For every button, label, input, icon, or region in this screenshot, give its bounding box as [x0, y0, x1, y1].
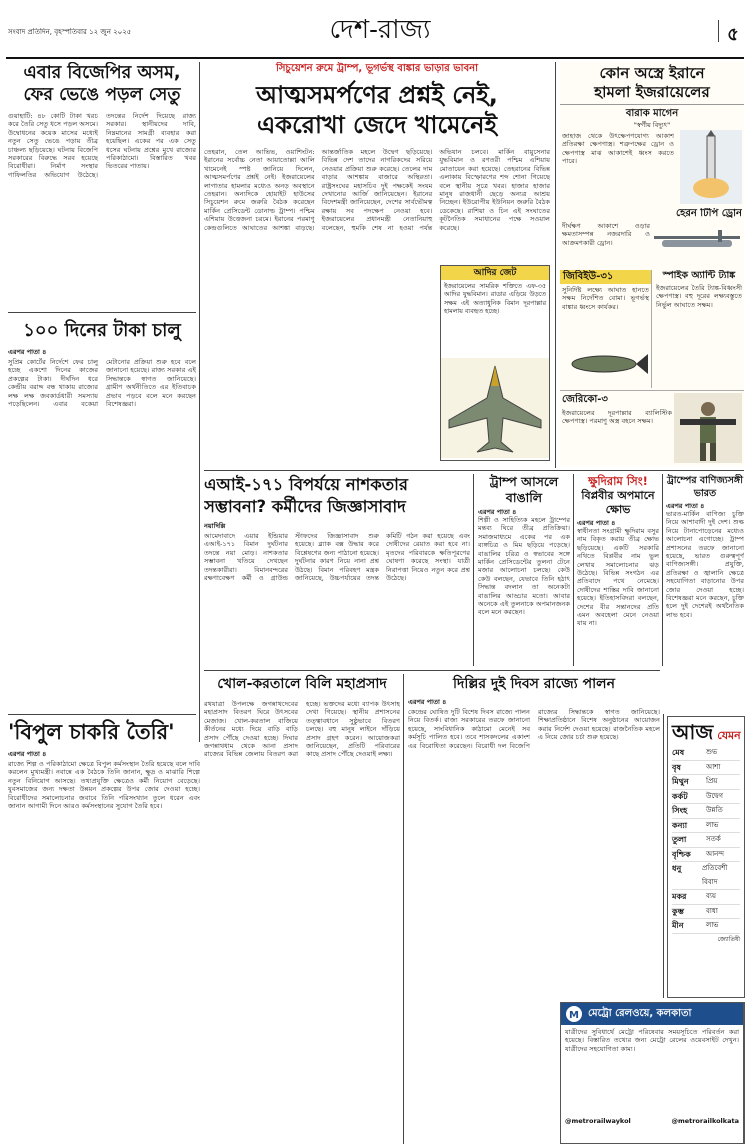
trump-headline-1: ট্রাম্প আসলে	[489, 474, 559, 489]
assam-headline-1: এবার বিজেপির অসম,	[23, 63, 181, 83]
rashifal-text: উন্নতি	[706, 806, 723, 814]
barak-block	[560, 108, 744, 206]
assam-story	[8, 62, 196, 310]
bomb-icon	[562, 344, 650, 384]
spike-block	[654, 270, 744, 388]
delhi-body: কেন্দ্রের ঘোষিত দুটি বিশেষ দিবস রাজ্যে পালন নিয়ে বিতর্ক। রাজ্য সরকারের তরফে জানানো হয়েছে, সাংবিধানিক কাঠামো মেনেই সব কর্মসূচি পালিত হবে। তবে শাসকদলের একাংশ এর বিরোধিতা করেছেন। বিরোধী দল বিজেপি রাজ্যের সিদ্ধান্তকে স্বাগত জানিয়েছে। শিক্ষাপ্রতিষ্ঠানে বিশেষ অনুষ্ঠানের আয়োজন করার নির্দেশ দেওয়া হয়েছে। রাজনৈতিক মহলে এ নিয়ে জোর চর্চা শুরু হয়েছে।	[408, 708, 660, 750]
missile-launch-icon	[680, 130, 742, 204]
col-divider-khol	[403, 674, 404, 1144]
weapons-headline-2: হামলা ইজরায়েলের	[594, 83, 710, 101]
delhi-byline: এরপর পাতা ৪	[408, 698, 447, 706]
rashifal-row	[672, 848, 740, 863]
col-divider-ai	[473, 474, 474, 666]
ai171-headline-1: এআই-১৭১ বিপর্যয়ে নাশকতার	[204, 475, 408, 494]
left-divider-2	[8, 714, 196, 715]
ai171-byline: নয়াদিল্লি	[204, 522, 226, 530]
paper-date: সংবাদ প্রতিদিন, বৃহস্পতিবার ১২ জুন ২০২৫	[8, 28, 132, 36]
col-divider-khudiram	[662, 474, 663, 666]
center-divider-2	[204, 670, 660, 671]
khudiram-body: স্বাধীনতা সংগ্রামী ক্ষুদিরাম বসুর নাম বিকৃত করায় তীব্র ক্ষোভ ছড়িয়েছে। একটি সরকারি নথিতে বিপ্লবীর নাম ভুল লেখায় সমালোচনার ঝড় উঠেছে। বিভিন্ন সংগঠন এর প্রতিবাদে পথে নেমেছে। দোষীদের শাস্তির দাবি জানানো হয়েছে। ইতিহাসবিদরা বলছেন, দেশের বীর সন্তানদের প্রতি এমন অবহেলা মেনে নেওয়া যায় না।	[577, 527, 659, 628]
ai171-headline-2: সম্ভাবনা? কর্মীদের জিজ্ঞাসাবাদ	[204, 497, 406, 516]
col-divider-left	[199, 62, 200, 742]
iran-body: তেহরান, তেল আভিভ, ওয়াশিংটন: ইরানের সর্বোচ্চ নেতা আয়াতোল্লা আলি খামেনেই স্পষ্ট জানিয়ে দিলেন, আত্মসমর্পণের প্রশ্নই নেই। ইজরায়েলের লাগাতার হামলার মধ্যেও অনড় অবস্থানে তেহরান। অন্যদিকে হোয়াইট হাউসের সিচুয়েশন রুমে জরুরি বৈঠক করেছেন মার্কিন প্রেসিডেন্ট ডোনাল্ড ট্রাম্প। পশ্চিম এশিয়ায় উত্তেজনা চরমে। ইরানের পরমাণু কেন্দ্রগুলিতে আঘাতের আশঙ্কা বাড়ছে। আন্তর্জাতিক মহলে উদ্বেগ ছড়িয়েছে। বিভিন্ন দেশ তাদের নাগরিকদের সরিয়ে নেওয়ার প্রক্রিয়া শুরু করেছে। তেলের দাম বাড়ার আশঙ্কায় বাজারে অস্থিরতা। রাষ্ট্রসংঘের মহাসচিব দুই পক্ষকেই সংযম দেখানোর আর্জি জানিয়েছেন। ইরানের বিদেশমন্ত্রী জানিয়েছেন, দেশের সার্বভৌমত্ব রক্ষায় সব পদক্ষেপ নেওয়া হবে। ইজরায়েলের প্রধানমন্ত্রী নেতানিয়াহু বলেছেন, হুমকি শেষ না হওয়া পর্যন্ত অভিযান চলবে। মার্কিন বায়ুসেনার যুদ্ধবিমান ও রণতরী পশ্চিম এশিয়ায় মোতায়েন করা হয়েছে। তেহরানের বিভিন্ন এলাকায় বিস্ফোরণের শব্দ শোনা গিয়েছে বলে স্থানীয় সূত্রে খবর। হাজার হাজার মানুষ রাজধানী ছেড়ে অন্যত্র আশ্রয় নিচ্ছেন। ইউরোপীয় ইউনিয়ন জরুরি বৈঠক ডেকেছে। রাশিয়া ও চিন এই সংঘাতের কূটনৈতিক সমাধানের পক্ষে সওয়াল করেছে।	[204, 148, 550, 232]
rashifal-credit: জ্যোতিষী	[717, 935, 740, 943]
rashifal-sign: তুলা	[672, 835, 687, 844]
rashifal-text: আশা	[706, 762, 721, 771]
rashifal-sign: কুম্ভ	[672, 906, 684, 916]
trump-trade-story	[666, 474, 744, 710]
barak-subtitle: "স্বর্গীয় বিদ্যুৎ"	[633, 121, 671, 129]
rashifal-row	[672, 790, 740, 805]
khudiram-story	[577, 474, 659, 666]
rashifal-row	[672, 746, 740, 761]
delhi-headline: দিল্লির দুই দিবস রাজ্যে পালন	[453, 676, 615, 692]
gbu-title: জিবিইউ-৩১	[560, 270, 651, 284]
rashifal-text: লাভ	[706, 921, 719, 929]
jobs-body: রাজ্যে শিল্প ও পরিকাঠামো ক্ষেত্রে বিপুল কর্মসংস্থান তৈরি হয়েছে বলে দাবি করলেন মুখ্যমন্ত্রী। নবান্নে এক বৈঠকে তিনি জানান, ক্ষুদ্র ও মাঝারি শিল্পে নতুন বিনিয়োগ আসছে। তথ্যপ্রযুক্তি ক্ষেত্রেও কর্মী নিয়োগ বেড়েছে। যুবসমাজের জন্য দক্ষতা উন্নয়ন প্রকল্পের উপর জোর দেওয়া হচ্ছে। বিরোধীদের সমালোচনার জবাবে তিনি পরিসংখ্যান তুলে ধরেন এবং জানান আগামী দিনে আরও কর্মসংস্থানের সুযোগ তৈরি হবে।	[8, 760, 200, 811]
spike-title: স্পাইক অ্যান্টি ট্যাঙ্ক	[662, 270, 736, 281]
masthead-rule	[6, 57, 744, 59]
svg-text:M: M	[569, 1010, 579, 1021]
page-number-divider	[718, 20, 719, 42]
rashifal-row	[672, 761, 740, 776]
adir-jet-body: ইজরায়েলের সামরিক শক্তিতে এফ-৩৫ আদির যুদ্ধবিমান। রাডার এড়িয়ে উড়তে সক্ষম এই অত্যাধুনিক বিমান দূরপাল্লার হামলায় ব্যবহৃত হচ্ছে।	[444, 283, 546, 316]
adir-jet-tag: আদির জেট	[441, 266, 549, 280]
ai171-body: আমেদাবাদে এয়ার ইন্ডিয়ার এআই-১৭১ বিমান দুর্ঘটনার তদন্তে নয়া মোড়। নাশকতার সম্ভাবনা খতিয়ে দেখছেন তদন্তকারীরা। বিমানবন্দরের রক্ষণাবেক্ষণ কর্মী ও গ্রাউন্ড স্টাফদের জিজ্ঞাসাবাদ শুরু হয়েছে। ব্ল্যাক বক্স উদ্ধার করে বিশ্লেষণের জন্য পাঠানো হয়েছে। দুর্ঘটনার কারণ নিয়ে নানা প্রশ্ন উঠছে। বিমান পরিবহণ মন্ত্রক জানিয়েছে, উচ্চপর্যায়ের তদন্ত কমিটি গঠন করা হয়েছে এবং দোষীদের রেয়াত করা হবে না। মৃতদের পরিবারকে ক্ষতিপূরণের ঘোষণা করেছে সংস্থা। যাত্রী নিরাপত্তা নিয়েও নতুন করে প্রশ্ন উঠেছে।	[204, 532, 470, 583]
iran-kicker: সিচুয়েশন রুমে ট্রাম্প, ভূগর্ভস্থ বাঙ্কার ভাড়ার ভাবনা	[275, 63, 479, 74]
jericho-text: ইজরায়েলের দূরপাল্লার ব্যালিস্টিক ক্ষেপণাস্ত্র। পরমাণু অস্ত্র বহনে সক্ষম।	[562, 409, 672, 426]
metro-ad-title: মেট্রো রেলওয়ে, কলকাতা	[588, 1007, 692, 1019]
page-number: ৫	[727, 24, 739, 45]
trump-headline-2: বাঙালি	[505, 490, 543, 505]
rashifal-text: ব্যয়	[706, 892, 717, 900]
heron-block	[560, 208, 744, 268]
khudiram-byline: এরপর পাতা ৪	[577, 519, 616, 527]
center-divider-1	[204, 470, 744, 471]
metro-ad-handle[interactable]: @metrorailwaykol	[565, 1117, 631, 1125]
rashifal-box	[667, 716, 745, 998]
trump-trade-body: ভারত-মার্কিন বাণিজ্য চুক্তি নিয়ে আশাবাদী দুই দেশ। শুল্ক নিয়ে টানাপোড়েনের মধ্যেও আলোচনা এগোচ্ছে। ট্রাম্প প্রশাসনের তরফে জানানো হয়েছে, ভারত গুরুত্বপূর্ণ বাণিজ্যসঙ্গী। প্রযুক্তি, প্রতিরক্ষা ও জ্বালানি ক্ষেত্রে সহযোগিতা বাড়ানোর উপর জোর দেওয়া হচ্ছে। বিশেষজ্ঞরা মনে করছেন, চুক্তি হলে দুই দেশেরই অর্থনৈতিক লাভ হবে।	[666, 510, 744, 619]
trump-bengali-story	[478, 474, 570, 666]
trump-trade-headline-2: ভারত	[693, 488, 717, 499]
section-title: দেশ-রাজ্য	[329, 15, 431, 45]
jobs-story	[8, 718, 200, 1144]
jericho-block	[560, 390, 744, 464]
rashifal-list	[672, 746, 740, 934]
adir-jet-box	[440, 265, 550, 461]
rashifal-text: লাভ	[706, 820, 719, 829]
rashifal-row	[672, 819, 740, 834]
ai171-story	[204, 474, 470, 666]
barak-title: বারাক মাগেন	[625, 108, 679, 119]
drone-icon	[652, 224, 742, 264]
rashifal-title-2: যেমন	[717, 729, 741, 742]
weapons-infographic	[560, 62, 744, 466]
hundred-days-headline: ১০০ দিনের টাকা চালু	[23, 320, 181, 341]
weapons-headline-1: কোন অস্ত্রে ইরানে	[599, 64, 705, 82]
rashifal-row	[672, 833, 740, 848]
khudiram-headline-1: ক্ষুদিরাম সিং!	[588, 474, 648, 488]
rashifal-text: প্রতিবেশী বিবাদ	[702, 864, 728, 886]
assam-headline-2: ফের ভেঙে পড়ল সেতু	[23, 85, 181, 105]
khudiram-headline-3: ক্ষোভ	[605, 503, 631, 516]
col-divider-center	[555, 62, 556, 468]
left-divider-1	[8, 312, 196, 313]
jobs-byline: এরপর পাতা ৪	[8, 750, 47, 758]
col-divider-delhi	[663, 714, 664, 998]
rashifal-text: আনন্দ	[706, 849, 724, 858]
khol-headline: খোল-করতালে বিলি মহাপ্রসাদ	[217, 676, 387, 692]
trump-body: শিল্পী ও সাহিত্যিক মহলে ট্রাম্পের মন্তব্য ঘিরে তীব্র প্রতিক্রিয়া। সমাজমাধ্যমে একের পর এক ব্যঙ্গচিত্র ও মিম ছড়িয়ে পড়েছে। বাঙালির চরিত্র ও স্বভাবের সঙ্গে মার্কিন প্রেসিডেন্টের তুলনা টেনে মজার আলোচনা চলছে। কেউ কেউ বলছেন, যেভাবে তিনি হঠাৎ সিদ্ধান্ত বদলান তা অনেকটা বাঙালির আড্ডার মতো। আবার অনেকে এই তুলনাকে অপমানজনক বলে মনে করছেন।	[478, 516, 570, 617]
rashifal-row	[672, 905, 740, 920]
khol-body: রথযাত্রা উপলক্ষে জগন্নাথদেবের মহাপ্রসাদ বিতরণ ঘিরে উৎসবের মেজাজ। খোল-করতাল বাজিয়ে কীর্তনের মধ্যে দিয়ে বাড়ি বাড়ি প্রসাদ পৌঁছে দেওয়া হচ্ছে। দিঘার জগন্নাথধাম থেকে আনা প্রসাদ রাজ্যের বিভিন্ন জেলায় বিতরণ করা হচ্ছে। ভক্তদের মধ্যে ব্যাপক উৎসাহ দেখা গিয়েছে। স্থানীয় প্রশাসনের তত্ত্বাবধানে সুষ্ঠুভাবে বিতরণ চলছে। বহু মানুষ লাইনে দাঁড়িয়ে প্রসাদ গ্রহণ করেন। আয়োজকরা জানিয়েছেন, প্রতিটি পরিবারের কাছে প্রসাদ পৌঁছে দেওয়াই লক্ষ্য।	[204, 700, 400, 759]
rashifal-sign: বৃশ্চিক	[672, 849, 691, 859]
rashifal-row	[672, 775, 740, 790]
rashifal-sign: মিথুন	[672, 777, 689, 786]
heron-text: দীর্ঘক্ষণ আকাশে ওড়ার ক্ষমতাসম্পন্ন নজরদারি ও আক্রমণকারী ড্রোন।	[562, 222, 650, 247]
rashifal-text: সতর্ক	[706, 835, 721, 843]
hundred-days-body: সুপ্রিম কোর্টের নির্দেশে ফের চালু হচ্ছে একশো দিনের কাজের প্রকল্পের টাকা। দীর্ঘদিন ধরে কেন্দ্রীয় বরাদ্দ বন্ধ থাকায় রাজ্যের লক্ষ লক্ষ জবকার্ডধারী সমস্যায় পড়েছিলেন। এবার বকেয়া মেটানোর প্রক্রিয়া শুরু হবে বলে জানানো হয়েছে। রাজ্য সরকার এই সিদ্ধান্তকে স্বাগত জানিয়েছে। গ্রামীণ অর্থনীতিতে এর ইতিবাচক প্রভাব পড়বে বলে মনে করছেন বিশেষজ্ঞরা।	[8, 358, 196, 409]
barak-text: জাহাজ থেকে উৎক্ষেপণযোগ্য আকাশ প্রতিরক্ষা ক্ষেপণাস্ত্র। শত্রুপক্ষের ড্রোন ও ক্ষেপণাস্ত্র মাঝ আকাশেই ধ্বংস করতে পারে।	[562, 132, 674, 166]
trump-byline: এরপর পাতা ৪	[478, 508, 517, 516]
rashifal-row	[672, 890, 740, 905]
rashifal-sign: কর্কট	[672, 791, 688, 801]
rashifal-sign: সিংহ	[672, 806, 688, 815]
hundred-days-story	[8, 318, 196, 710]
trump-trade-headline-1: ট্রাম্পের বাণিজ্যসঙ্গী	[667, 475, 743, 486]
rashifal-text: উদ্বেগ	[706, 791, 724, 800]
assam-body: গুয়াহাটি: ৪৮ কোটি টাকা খরচ করে তৈরি সেতু ধসে পড়ল অসমে। উদ্বোধনের কয়েক মাসের মধ্যেই নতুন সেতু ভেঙে পড়ায় তীব্র চাঞ্চল্য ছড়িয়েছে। ঘটনায় বিজেপি সরকারের বিরুদ্ধে সরব হয়েছে বিরোধীরা। নির্মাণ সংস্থার গাফিলতির অভিযোগ উঠেছে। তদন্তের নির্দেশ দিয়েছে রাজ্য সরকার। স্থানীয়দের দাবি, নিম্নমানের সামগ্রী ব্যবহার করা হয়েছিল। একের পর এক সেতু ধসের ঘটনায় প্রশ্নের মুখে রাজ্যের পরিকাঠামো। বিস্তারিত খবর ভিতরের পাতায়।	[8, 112, 196, 179]
col-divider-trump	[573, 474, 574, 666]
rashifal-row	[672, 804, 740, 819]
heron-title: হেরন টিপি ড্রোন	[676, 208, 742, 219]
rashifal-sign: মীন	[672, 921, 684, 930]
rashifal-title-1: আজ	[672, 720, 714, 744]
spike-text: ইজরায়েলের তৈরি ট্যাঙ্ক-বিধ্বংসী ক্ষেপণাস্ত্র। বহু দূরের লক্ষ্যবস্তুতে নির্ভুল আঘাতে সক্ষম।	[656, 284, 742, 309]
weapons-rule	[560, 104, 744, 105]
gbu-block	[560, 270, 652, 388]
rashifal-text: প্রিয়	[706, 777, 718, 785]
trump-trade-byline: এরপর পাতা ৪	[666, 502, 705, 510]
khol-story	[204, 674, 400, 1144]
hundred-days-byline: এরপর পাতা ৪	[8, 348, 47, 356]
metro-ad-banner	[560, 1002, 744, 1144]
gbu-text: সুনির্দিষ্ট লক্ষ্যে আঘাত হানতে সক্ষম নির্দেশিত বোমা। ভূগর্ভস্থ বাঙ্কার ধ্বংসে কার্যকর।	[562, 286, 649, 311]
fighter-jet-icon	[441, 358, 549, 458]
rashifal-sign: মকর	[672, 892, 687, 901]
iran-headline-1: আত্মসমর্পণের প্রশ্নই নেই,	[256, 81, 498, 109]
rashifal-sign: ধনু	[672, 864, 682, 873]
rashifal-text: শুভ	[706, 748, 718, 756]
rashifal-sign: কন্যা	[672, 820, 688, 830]
soldier-launcher-icon	[674, 393, 742, 463]
rashifal-sign: বৃষ	[672, 762, 681, 772]
metro-ad-text: যাত্রীদের সুবিধার্থে মেট্রো পরিষেবার সময়সূচিতে পরিবর্তন করা হয়েছে। বিস্তারিত তথ্যের জন্য মেট্রো রেলের ওয়েবসাইট দেখুন। যাত্রীদের সহযোগিতা কাম্য।	[565, 1028, 739, 1053]
rashifal-sign: মেষ	[672, 748, 685, 757]
iran-headline-2: একরোখা জেদে খামেনেই	[257, 111, 497, 139]
jobs-headline: 'বিপুল চাকরি তৈরি'	[8, 720, 175, 744]
rashifal-text: বাধা	[706, 906, 718, 915]
masthead	[0, 0, 750, 60]
metro-logo-icon	[565, 1005, 583, 1023]
khudiram-headline-2: বিপ্লবীর অপমানে	[581, 489, 655, 502]
jericho-title: জেরিকো-৩	[562, 394, 608, 405]
rashifal-row	[672, 862, 740, 890]
metro-ad-handle-2[interactable]: @metrorailkolkata	[671, 1117, 739, 1125]
rashifal-row	[672, 919, 740, 934]
